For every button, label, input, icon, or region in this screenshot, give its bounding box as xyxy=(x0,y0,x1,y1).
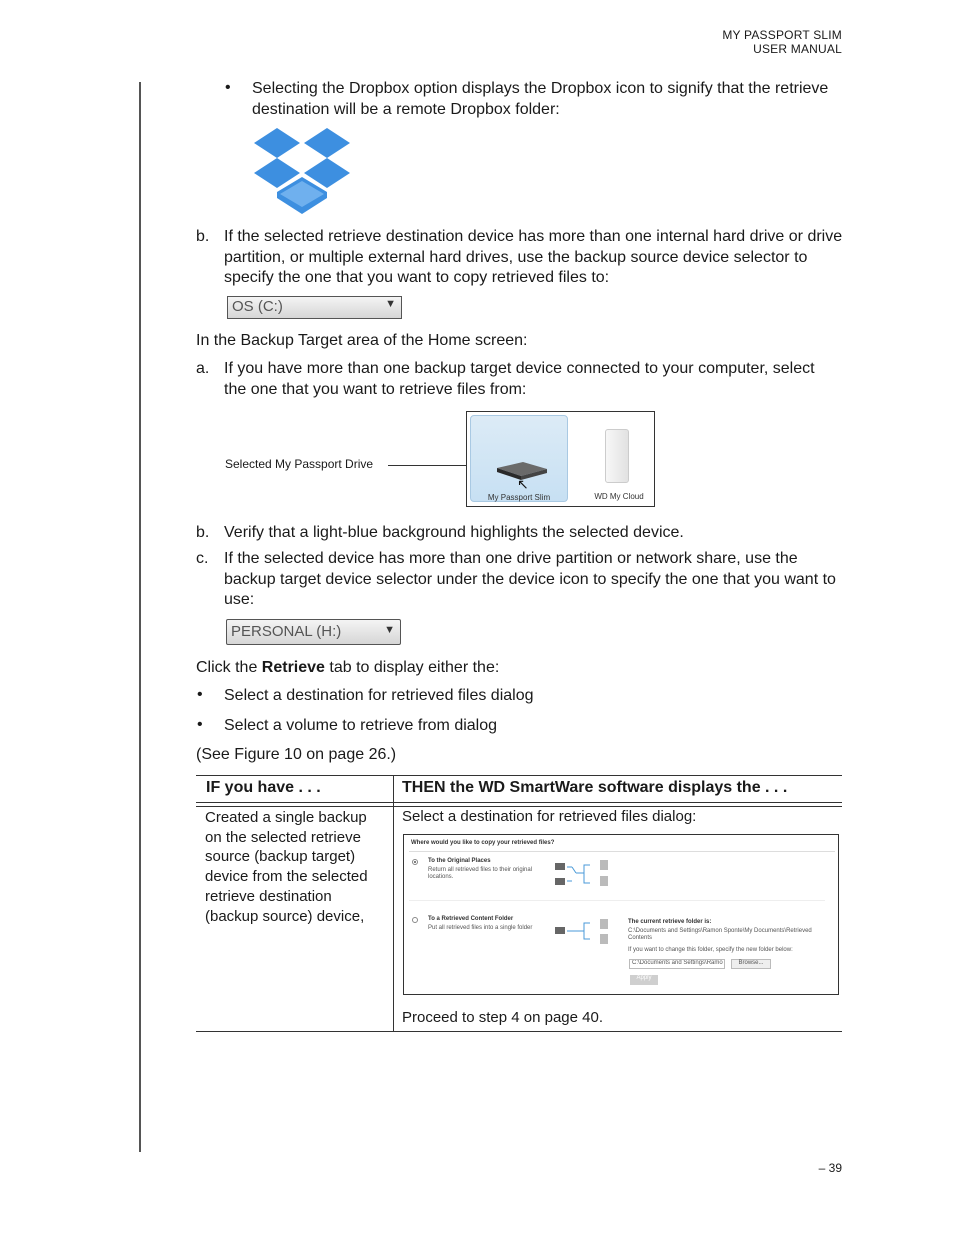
click-retrieve-text xyxy=(196,658,499,679)
step-b2-text: Verify that a light-blue background highlights the selected device. xyxy=(224,524,684,541)
folder-path-input[interactable]: C:\Documents and Settings\Ramo xyxy=(629,959,725,969)
table-header-if: IF you have . . . xyxy=(206,779,321,796)
cursor-icon: ↖ xyxy=(517,476,529,492)
dialog-divider xyxy=(409,900,825,901)
step-a-marker: a. xyxy=(196,360,210,377)
browse-button[interactable]: Browse... xyxy=(731,959,771,969)
backup-source-selector[interactable] xyxy=(227,296,402,319)
table-cell-then: Select a destination for retrieved files dialog: xyxy=(402,808,697,825)
step-a-text: If you have more than one backup target device connected to your computer, select the one that you want to retrieve files from: xyxy=(224,360,815,398)
device-tile-my-passport[interactable] xyxy=(470,415,568,502)
option2-desc: Put all retrieved files into a single folder xyxy=(428,925,533,931)
intro-bullet-text: Selecting the Dropbox option displays the Dropbox icon to signify that the retrieve destination will be a remote Dropbox folder: xyxy=(252,80,829,118)
page-number: – 39 xyxy=(818,1161,842,1175)
header-title: MY PASSPORT SLIM xyxy=(722,28,842,42)
device-tile-wd-my-cloud[interactable] xyxy=(577,415,652,502)
backup-target-selector[interactable] xyxy=(226,619,401,645)
retrieve-destination-dialog xyxy=(403,834,839,995)
cloud-drive-icon xyxy=(605,429,629,483)
list-item: Select a destination for retrieved files dialog xyxy=(224,687,534,704)
header-subtitle: USER MANUAL xyxy=(753,42,842,56)
margin-rule xyxy=(139,82,141,1152)
chevron-down-icon: ▼ xyxy=(385,298,396,310)
radio-retrieved-content-folder[interactable] xyxy=(412,917,418,923)
option1-title: To the Original Places xyxy=(428,858,491,864)
dialog-divider xyxy=(409,851,835,852)
radio-original-places[interactable] xyxy=(412,859,418,865)
backup-target-intro: In the Backup Target area of the Home screen: xyxy=(196,332,528,349)
dropbox-icon xyxy=(252,126,352,216)
bullet-dot: • xyxy=(197,686,203,703)
change-folder-instruction: If you want to change this folder, specify the new folder below: xyxy=(628,947,793,953)
apply-button[interactable]: Apply xyxy=(630,975,658,985)
option2-title: To a Retrieved Content Folder xyxy=(428,916,514,922)
device2-label: WD My Cloud xyxy=(594,492,644,501)
running-header xyxy=(722,28,842,56)
step-b1-marker: b. xyxy=(196,228,210,245)
table-rule-top xyxy=(196,775,842,776)
table-cell-if: Created a single backup on the selected retrieve source (backup target) device from the selected retrieve destination (backup source) device, xyxy=(205,809,368,925)
retrieve-tab-name: Retrieve xyxy=(261,659,325,676)
click-retrieve-pre: Click the xyxy=(196,659,262,676)
see-figure-note: (See Figure 10 on page 26.) xyxy=(196,746,397,763)
backup-target-panel xyxy=(466,411,655,507)
original-places-diagram-icon xyxy=(554,859,614,889)
source-selector-value: OS (C:) xyxy=(232,298,283,315)
list-item: Select a volume to retrieve from dialog xyxy=(224,717,498,734)
step-b2-marker: b. xyxy=(196,524,210,541)
current-folder-path: C:\Documents and Settings\Ramon Sponte\My Documents\Retrieved Contents xyxy=(628,928,812,941)
device1-label: My Passport Slim xyxy=(487,493,551,502)
device-callout-label: Selected My Passport Drive xyxy=(225,457,374,471)
chevron-down-icon: ▼ xyxy=(384,624,395,636)
table-header-then: THEN the WD SmartWare software displays the . . . xyxy=(402,779,788,796)
bullet-dot: • xyxy=(197,716,203,733)
step-b1-text: If the selected retrieve destination device has more than one internal hard drive or drive partition, or multiple external hard drives, use the backup source device selector to specify the one that you want to copy retrieved files to: xyxy=(224,228,843,286)
table-column-divider xyxy=(393,775,394,1032)
content-folder-diagram-icon xyxy=(554,919,614,947)
step-c-marker: c. xyxy=(196,550,209,567)
table-rule-header-2 xyxy=(196,806,842,807)
step-c-text: If the selected device has more than one drive partition or network share, use the backup target device selector under the device icon to specify the one that you want to use: xyxy=(224,550,836,608)
bullet-dot: • xyxy=(225,79,231,96)
table-rule-header xyxy=(196,802,842,803)
target-selector-value: PERSONAL (H:) xyxy=(231,623,342,640)
dialog-question: Where would you like to copy your retrieved files? xyxy=(411,840,555,846)
click-retrieve-post: tab to display either the: xyxy=(324,659,500,676)
table-rule-bottom xyxy=(196,1031,842,1032)
current-folder-label: The current retrieve folder is: xyxy=(628,919,712,925)
table-cell-proceed: Proceed to step 4 on page 40. xyxy=(402,1009,603,1026)
option1-desc: Return all retrieved files to their original locations. xyxy=(428,867,533,880)
